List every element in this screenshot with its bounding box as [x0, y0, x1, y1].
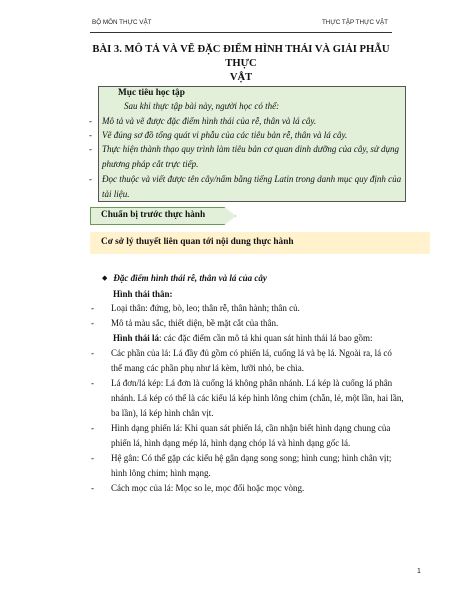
leaf-item [91, 451, 404, 481]
list-dash: - [91, 378, 94, 388]
objective-item [89, 142, 406, 172]
list-dash: - [91, 453, 94, 463]
running-header-right: THỰC TẬP THỰC VẬT [321, 19, 388, 26]
list-dash: - [91, 483, 94, 493]
stem-item-text: Loại thân: đứng, bò, leo; thân rễ, thân hành; thân củ. [111, 303, 300, 313]
section-title-text: Đặc điểm hình thái rễ, thân và lá của cây [113, 273, 267, 283]
stem-item [91, 316, 404, 331]
list-dash: - [91, 318, 94, 328]
list-dash: - [91, 423, 94, 433]
objective-text: Vẽ đúng sơ đồ tổng quát vi phẫu của các tiêu bản rễ, thân và lá cây. [102, 130, 348, 140]
page-number: 1 [417, 568, 421, 575]
stem-item-text: Mô tả màu sắc, thiết diện, bề mặt cắt của thân. [111, 318, 279, 328]
section-title [102, 273, 267, 283]
leaf-item-text: Hệ gân: Có thể gặp các kiểu hệ gân dạng song song; hình cung; hình chân vịt; hình lông chim; hình mạng. [111, 453, 392, 478]
objective-item [89, 128, 406, 143]
list-dash: - [89, 130, 92, 140]
prep-heading: Chuẩn bị trước thực hành [101, 210, 206, 220]
stem-heading: Hình thái thân: [113, 289, 173, 299]
lesson-title [90, 43, 392, 85]
leaf-item [91, 376, 404, 421]
leaf-item-text: Hình dạng phiến lá: Khi quan sát phiến lá, cần nhận biết hình dạng chung của phiến lá, hình dạng mép lá, hình dạng chóp lá và hình dạng gốc lá. [111, 423, 391, 448]
leaf-item [91, 421, 404, 451]
objective-text: Thực hiện thành thạo quy trình làm tiêu bản cơ quan dinh dưỡng của cây, sử dụng phương pháp cắt trực tiếp. [102, 144, 400, 169]
stem-item [91, 301, 404, 316]
leaf-item-text: Lá đơn/lá kép: Lá đơn là cuống lá không phân nhánh. Lá kép là cuống lá phân nhánh. Lá kép có thể là các kiểu lá kép hình lông chim (chẵn, lẻ, một lần, hai lần, ba lần), lá kép hình chân vịt. [111, 378, 404, 418]
list-dash: - [89, 174, 92, 184]
lesson-title-line-2: VẬT [229, 72, 253, 83]
objective-item [89, 172, 406, 202]
lesson-title-line-1: BÀI 3. MÔ TẢ VÀ VẼ ĐẶC ĐIỂM HÌNH THÁI VÀ GIẢI PHẪU THỰC [92, 44, 390, 69]
diamond-bullet-icon: ◆ [102, 274, 108, 282]
leaf-item [91, 481, 404, 496]
header-divider [90, 32, 392, 33]
list-dash: - [91, 348, 94, 358]
leaf-intro [113, 331, 404, 346]
leaf-item-text: Các phần của lá: Lá đầy đủ gồm có phiến lá, cuống lá và bẹ lá. Ngoài ra, lá có thể mang các phần phụ như lá kèm, lưỡi nhỏ, be chìa. [111, 348, 392, 373]
leaf-item [91, 346, 404, 376]
running-header-left: BỘ MÔN THỰC VẬT [92, 19, 152, 26]
objective-item [89, 114, 406, 129]
list-dash: - [89, 144, 92, 154]
leaf-item-text: Cách mọc của lá: Mọc so le, mọc đối hoặc mọc vòng. [111, 483, 305, 493]
list-dash: - [89, 116, 92, 126]
leaf-heading: Hình thái lá [113, 333, 160, 343]
objectives-heading: Mục tiêu học tập [118, 88, 185, 98]
theory-heading: Cơ sở lý thuyết liên quan tới nội dung thực hành [101, 237, 294, 247]
list-dash: - [91, 303, 94, 313]
objective-text: Đọc thuộc và viết được tên cây/nấm bằng tiếng Latin trong danh mục quy định của tài liệu. [102, 174, 402, 199]
objective-text: Mô tả và vẽ được đặc điểm hình thái của rễ, thân và lá cây. [102, 116, 317, 126]
objectives-intro: Sau khi thực tập bài này, người học có thể: [124, 101, 280, 111]
leaf-intro-text: : các đặc điểm cần mô tả khi quan sát hình thái lá bao gồm: [159, 333, 373, 343]
